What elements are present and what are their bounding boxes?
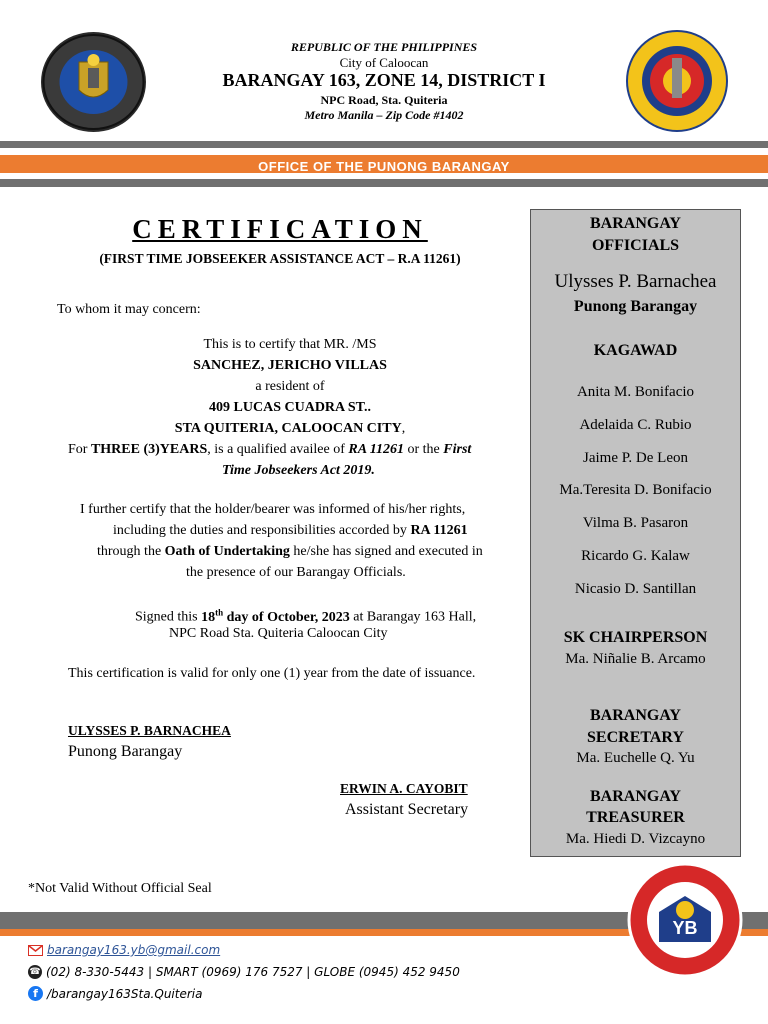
signed-date: day of October, 2023: [223, 609, 350, 625]
kagawad-item: Ma.Teresita D. Bonifacio: [559, 482, 712, 498]
p2-line-2: [113, 520, 468, 541]
email-link[interactable]: barangay163.yb@gmail.com: [47, 943, 221, 957]
officials-heading-2: OFFICIALS: [591, 237, 680, 254]
p2-line-1: I further certify that the holder/bearer was informed of his/her rights,: [80, 502, 466, 517]
phone-icon: ☎: [29, 967, 41, 977]
signed-day: 18: [201, 609, 216, 625]
footer-phone-row: [28, 965, 460, 979]
office-banner-text: OFFICE OF THE PUNONG BARANGAY: [258, 159, 510, 173]
kagawad-item: Adelaida C. Rubio: [579, 417, 692, 433]
p2-line-2-text: including the duties and responsibilities accorded by: [113, 523, 411, 538]
facebook-icon: f: [28, 986, 43, 1001]
header-republic: REPUBLIC OF THE PHILIPPINES: [290, 40, 478, 54]
signatory-2-title: Assistant Secretary: [345, 801, 469, 818]
address-line-2-suffix: ,: [401, 421, 406, 436]
p2-line-3-pre: through the: [97, 544, 165, 559]
footer-facebook-row: [28, 986, 202, 1001]
kagawad-item: Nicasio D. Santillan: [574, 581, 697, 597]
treasurer-heading-2: TREASURER: [586, 809, 685, 826]
act-name: Time Jobseekers Act 2019.: [222, 463, 375, 478]
captain-name: Ulysses P. Barnachea: [554, 271, 717, 292]
signatory-2-name: ERWIN A. CAYOBIT: [340, 781, 468, 796]
body-line-certify: This is to certify that MR. /MS: [203, 337, 377, 352]
certification-body: [40, 334, 540, 439]
for-mid: , is a qualified availee of: [207, 442, 349, 457]
kap-yong-barnachea-seal: [627, 862, 743, 978]
mail-icon: [28, 945, 43, 956]
kagawad-item: Anita M. Bonifacio: [576, 384, 695, 400]
officials-heading-1: BARANGAY: [590, 215, 681, 232]
for-pre: For: [68, 442, 91, 457]
kagawad-item: Ricardo G. Kalaw: [581, 548, 690, 564]
for-ra: RA 11261: [348, 442, 404, 457]
holder-name: SANCHEZ, JERICHO VILLAS: [193, 358, 387, 373]
facebook-link[interactable]: /barangay163Sta.Quiteria: [47, 986, 203, 1001]
document-title: [30, 214, 530, 245]
p2-line-2-ra: RA 11261: [410, 523, 468, 538]
captain-title: Punong Barangay: [573, 298, 698, 315]
for-first: First: [443, 442, 472, 457]
treasurer-heading-1: BARANGAY: [590, 788, 681, 805]
oath-of-undertaking: Oath of Undertaking: [164, 544, 290, 559]
sk-heading: SK CHAIRPERSON: [563, 629, 708, 646]
header-bar-bottom: [0, 179, 768, 187]
signed-day-suffix: th: [215, 607, 224, 617]
signed-line-2: NPC Road Sta. Quiteria Caloocan City: [169, 626, 388, 641]
for-or: or the: [404, 442, 444, 457]
address-line-2-text: STA QUITERIA, CALOOCAN CITY: [174, 421, 402, 436]
secretary-heading-2: SECRETARY: [587, 729, 684, 746]
kagawad-heading: KAGAWAD: [593, 342, 678, 359]
address-line-1: 409 LUCAS CUADRA ST..: [209, 400, 371, 415]
signatory-1-name: ULYSSES P. BARNACHEA: [68, 723, 231, 738]
kagawad-item: Jaime P. De Leon: [583, 450, 688, 466]
treasurer-name: Ma. Hiedi D. Vizcayno: [565, 831, 706, 847]
body-line-for: [68, 439, 518, 460]
header-barangay: BARANGAY 163, ZONE 14, DISTRICT I: [222, 70, 546, 90]
footer-email-row: [28, 943, 220, 957]
p2-line-3-post: he/she has signed and executed in: [289, 544, 483, 559]
secretary-name: Ma. Euchelle Q. Yu: [576, 750, 695, 766]
sk-chairperson-name: Ma. Niñalie B. Arcamo: [565, 651, 706, 667]
for-years: THREE (3)YEARS: [90, 442, 208, 457]
officials-panel: [530, 209, 741, 857]
header-metro: Metro Manila – Zip Code #1402: [304, 108, 464, 122]
p2-line-3: [97, 541, 483, 562]
office-banner: [0, 155, 768, 173]
header-road: NPC Road, Sta. Quiteria: [320, 93, 448, 107]
kagawad-item: Vilma B. Pasaron: [582, 515, 689, 531]
salutation: To whom it may concern:: [57, 302, 201, 317]
signed-post: at Barangay 163 Hall,: [349, 609, 477, 625]
seal-mark: YB: [672, 918, 698, 938]
document-title-text: CERTIFICATION: [132, 214, 428, 244]
address-line-2: [40, 418, 540, 439]
signed-pre: Signed this: [135, 609, 202, 625]
p2-line-4: the presence of our Barangay Officials.: [186, 565, 406, 580]
body-line-resident: a resident of: [255, 379, 325, 394]
document-subtitle: (FIRST TIME JOBSEEKER ASSISTANCE ACT – R.A 11261): [99, 251, 461, 266]
phone-numbers: (02) 8-330-5443 | SMART (0969) 176 7527 | GLOBE (0945) 452 9450: [46, 965, 460, 979]
validity-statement: This certification is valid for only one (1) year from the date of issuance.: [68, 666, 476, 681]
signatory-1-title: Punong Barangay: [68, 743, 183, 760]
header-city: City of Caloocan: [339, 55, 429, 70]
header-bar-top: [0, 141, 768, 148]
seal-note: *Not Valid Without Official Seal: [28, 881, 212, 896]
secretary-heading-1: BARANGAY: [590, 707, 681, 724]
